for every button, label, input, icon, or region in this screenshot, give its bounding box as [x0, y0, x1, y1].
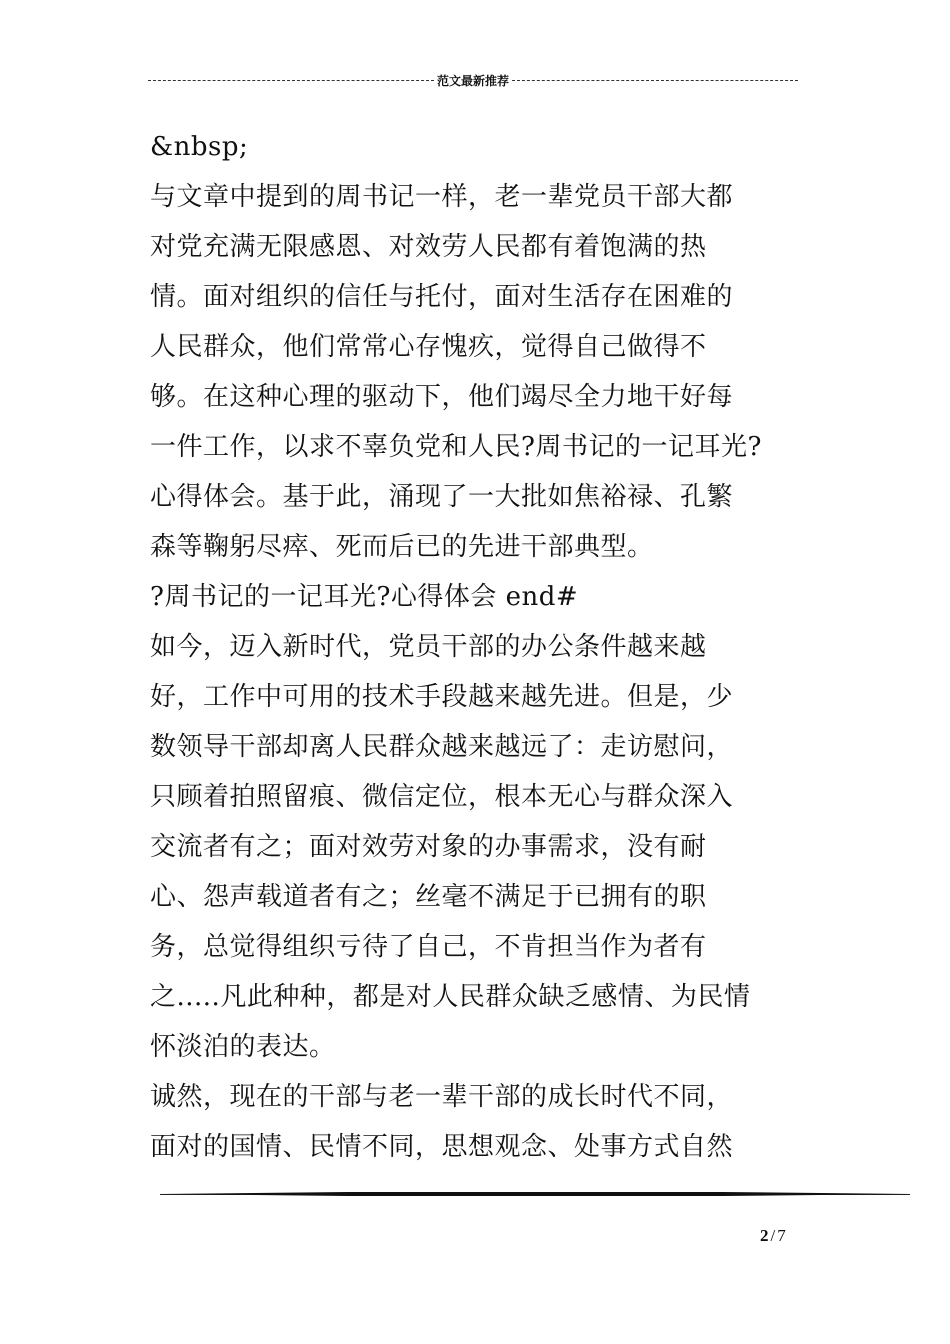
- text-line: 够。在这种心理的驱动下，他们竭尽全力地干好每: [150, 382, 734, 412]
- text-line: 数领导干部却离人民群众越来越远了：走访慰问，: [150, 732, 734, 762]
- header-dash-right: [512, 80, 798, 81]
- header-title: 范文最新推荐: [437, 73, 510, 88]
- text-line: 怀淡泊的表达。: [150, 1032, 336, 1062]
- text-line: 心得体会。基于此，涌现了一大批如焦裕禄、孔繁: [150, 482, 734, 512]
- text-line: 情。面对组织的信任与托付，面对生活存在困难的: [150, 282, 734, 312]
- text-line: 交流者有之；面对效劳对象的办事需求，没有耐: [150, 832, 707, 862]
- footer-divider: [160, 1191, 910, 1199]
- text-line: 面对的国情、民情不同，思想观念、处事方式自然: [150, 1132, 734, 1162]
- text-line: 务，总觉得组织亏待了自己，不肯担当作为者有: [150, 932, 707, 962]
- text-line: 一件工作，以求不辜负党和人民?周书记的一记耳光?: [150, 432, 762, 462]
- text-line: 只顾着拍照留痕、微信定位，根本无心与群众深入: [150, 782, 734, 812]
- page-header: [148, 70, 798, 90]
- header-dash-left: [148, 80, 434, 81]
- page-number-separator: /: [770, 1226, 776, 1245]
- body-text: [150, 122, 810, 1172]
- text-line: 与文章中提到的周书记一样，老一辈党员干部大都: [150, 182, 734, 212]
- text-line: 心、怨声载道者有之；丝毫不满足于已拥有的职: [150, 882, 707, 912]
- footer-divider-thick: [160, 1192, 910, 1196]
- text-line: &nbsp;: [150, 132, 249, 162]
- page-number: [760, 1226, 786, 1246]
- text-line: 诚然，现在的干部与老一辈干部的成长时代不同，: [150, 1082, 734, 1112]
- text-line: 好，工作中可用的技术手段越来越先进。但是，少: [150, 682, 734, 712]
- current-page-number: 2: [760, 1226, 769, 1245]
- text-line: 对党充满无限感恩、对效劳人民都有着饱满的热: [150, 232, 707, 262]
- total-page-count: 7: [777, 1226, 786, 1245]
- text-line: 人民群众，他们常常心存愧疚，觉得自己做得不: [150, 332, 707, 362]
- text-line: 如今，迈入新时代，党员干部的办公条件越来越: [150, 632, 707, 662]
- text-line: 之.....凡此种种，都是对人民群众缺乏感情、为民情: [150, 982, 751, 1012]
- text-line: 森等鞠躬尽瘁、死而后已的先进干部典型。: [150, 532, 654, 562]
- text-line: ?周书记的一记耳光?心得体会 end#: [150, 582, 579, 612]
